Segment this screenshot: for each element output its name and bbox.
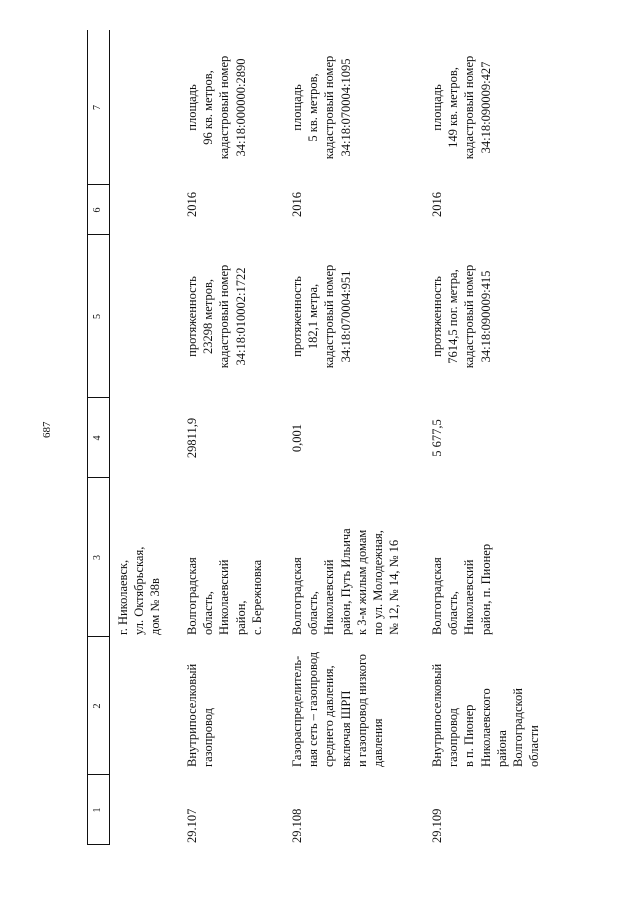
row-1-land: площадь 96 кв. метров, кадастровый номер 34:18:000000:2890 <box>185 55 248 160</box>
row-0-address: г. Николаевск, ул. Октябрьская, дом № 38в <box>116 546 163 635</box>
row-1-number: 29.107 <box>185 808 199 843</box>
row-2-characteristic: протяженность 182,1 метра, кадастровый номер 34:18:070004:951 <box>290 264 353 369</box>
row-2-name: Газораспределитель- ная сеть – газопровод среднего давления, включая ШРП и газопровод низкого давления <box>290 651 386 767</box>
row-3-name: Внутрипоселковый газопровод в п. Пионер Николаевского района Волгоградской области <box>430 663 542 767</box>
row-1-year: 2016 <box>185 192 199 217</box>
row-1-value: 29811,9 <box>185 417 199 459</box>
header-col-1: 1 <box>92 807 103 813</box>
header-col-3: 3 <box>92 555 103 560</box>
page-number: 687 <box>41 421 53 438</box>
row-2-value: 0,001 <box>290 423 304 453</box>
row-3-year: 2016 <box>430 192 444 217</box>
row-1-name: Внутрипоселковый газопровод <box>185 663 216 767</box>
data-table <box>87 30 542 845</box>
row-3-number: 29.109 <box>430 808 444 843</box>
row-2-year: 2016 <box>290 192 304 217</box>
header-col-2: 2 <box>92 703 103 709</box>
row-2-land: площадь 5 кв. метров, кадастровый номер 34:18:070004:1095 <box>290 55 353 160</box>
header-col-7: 7 <box>92 105 103 110</box>
header-col-4: 4 <box>92 435 103 441</box>
row-3-land: площадь 149 кв. метров, кадастровый номер 34:18:090009:427 <box>430 55 493 160</box>
row-2-number: 29.108 <box>290 808 304 843</box>
header-col-5: 5 <box>92 314 103 319</box>
row-2-address: Волгоградская область, Николаевский район, Путь Ильича к 3-м жилым домам по ул. Молодежная, № 12, № 14, № 16 <box>290 528 402 635</box>
table-header-rule <box>109 30 110 845</box>
row-3-value: 5 677,5 <box>430 419 444 457</box>
row-1-address: Волгоградская область, Николаевский район, с. Бережновка <box>185 557 264 635</box>
row-3-address: Волгоградская область, Николаевский район, п. Пионер <box>430 543 493 635</box>
row-1-characteristic: протяженность 23298 метров, кадастровый номер 34:18:010002:1722 <box>185 264 248 369</box>
row-3-characteristic: протяженность 7614,5 пог. метра, кадастровый номер 34:18:090009:415 <box>430 264 493 369</box>
header-col-6: 6 <box>92 207 103 213</box>
